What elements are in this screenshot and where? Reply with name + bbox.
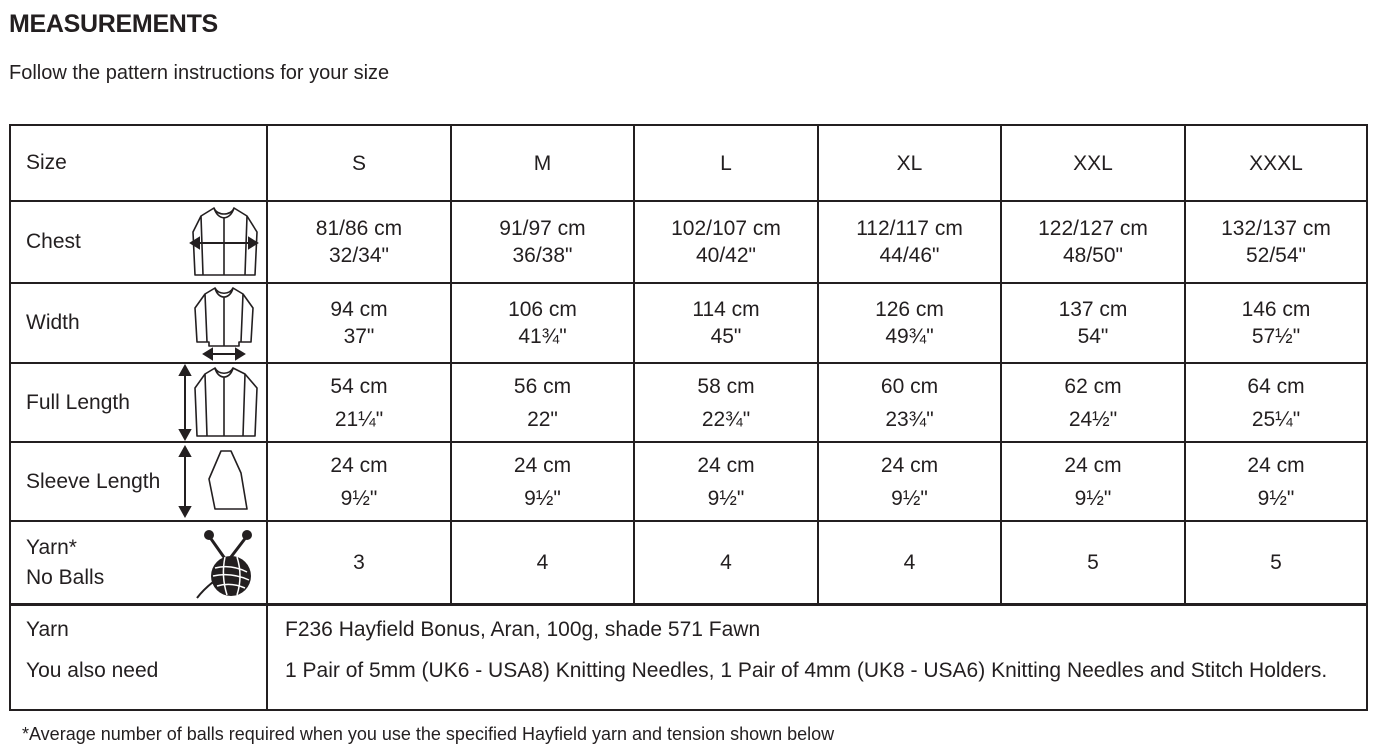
- cell-value-primary: 4: [536, 551, 549, 574]
- cell-value-secondary: 54": [1077, 325, 1109, 348]
- measurements-table: [9, 124, 1368, 711]
- cell-value-secondary: 45": [710, 325, 742, 348]
- cell-yarn-balls: [268, 522, 450, 603]
- cell-value-secondary: 22": [527, 407, 558, 431]
- size-header-xl: XL: [896, 151, 923, 175]
- cell-value-secondary: 36/38": [512, 244, 573, 267]
- cell-value-secondary: 32/34": [328, 244, 389, 267]
- cell-value-primary: 56 cm: [513, 374, 572, 398]
- size-header-label: Size: [26, 151, 67, 174]
- cell-full-length: [1002, 364, 1184, 441]
- cell-value-secondary: 21¼": [334, 407, 384, 431]
- yarn-info-value: F236 Hayfield Bonus, Aran, 100g, shade 571 Fawn: [285, 618, 761, 641]
- cell-sleeve-length: [1002, 443, 1184, 520]
- cell-value-secondary: 52/54": [1245, 244, 1306, 267]
- cell-value-primary: 91/97 cm: [499, 217, 586, 240]
- cell-sleeve-length: [268, 443, 450, 520]
- cell-chest: [1002, 202, 1184, 282]
- cell-value-primary: 60 cm: [880, 374, 939, 398]
- cell-value-primary: 4: [903, 551, 916, 574]
- row-label-text: Yarn*: [26, 535, 77, 559]
- footnote: *Average number of balls required when you use the specified Hayfield yarn and tension shown below: [22, 724, 835, 744]
- cell-width: [819, 284, 1000, 362]
- cell-value-primary: 54 cm: [330, 374, 388, 398]
- cell-value-primary: 24 cm: [513, 453, 572, 477]
- cell-yarn-balls: [819, 522, 1000, 603]
- cell-yarn-balls: [1186, 522, 1366, 603]
- cell-chest: [452, 202, 633, 282]
- size-header-xxl: XXL: [1073, 151, 1113, 175]
- cell-full-length: [819, 364, 1000, 441]
- cell-value-primary: 3: [353, 551, 365, 574]
- cell-value-primary: 106 cm: [508, 298, 577, 321]
- cell-value-secondary: 23¾": [885, 407, 934, 431]
- cell-value-primary: 24 cm: [880, 453, 939, 477]
- row-divider: [11, 603, 1366, 606]
- cell-value-primary: 114 cm: [692, 298, 760, 321]
- cell-value-primary: 58 cm: [697, 374, 755, 398]
- cell-value-secondary: 24½": [1068, 407, 1118, 431]
- size-header-l: L: [720, 151, 732, 175]
- cell-yarn-balls: [1002, 522, 1184, 603]
- cell-value-secondary: 37": [343, 325, 375, 348]
- cell-chest: [1186, 202, 1366, 282]
- chest-measure-icon: [187, 202, 261, 282]
- cell-chest: [268, 202, 450, 282]
- row-label-text: Full Length: [26, 390, 130, 414]
- cell-value-primary: 126 cm: [875, 298, 944, 321]
- cell-sleeve-length: [452, 443, 633, 520]
- cell-value-primary: 62 cm: [1064, 374, 1122, 398]
- cell-value-primary: 24 cm: [1064, 453, 1122, 477]
- cell-width: [452, 284, 633, 362]
- full-length-measure-icon: [175, 364, 261, 441]
- size-header-xxxl: XXXL: [1249, 151, 1303, 175]
- cell-value-primary: 64 cm: [1247, 374, 1305, 398]
- cell-value-primary: 5: [1087, 551, 1099, 574]
- yarn-info-label: Yarn: [26, 618, 69, 641]
- cell-width: [1002, 284, 1184, 362]
- cell-width: [635, 284, 817, 362]
- cell-value-primary: 24 cm: [697, 453, 755, 477]
- row-label-text: Width: [26, 311, 80, 334]
- row-label-width: [26, 284, 80, 362]
- cell-value-primary: 102/107 cm: [671, 217, 781, 240]
- page-subtitle: Follow the pattern instructions for your size: [9, 62, 390, 84]
- cell-value-secondary: 9½": [524, 486, 561, 510]
- cell-value-secondary: 48/50": [1062, 244, 1123, 267]
- row-label-sleeve-length: [26, 443, 160, 520]
- cell-value-secondary: 40/42": [695, 244, 756, 267]
- cell-value-secondary: 9½": [891, 486, 928, 510]
- cell-width: [268, 284, 450, 362]
- cell-full-length: [452, 364, 633, 441]
- cell-value-primary: 4: [720, 551, 732, 574]
- cell-value-secondary: 25¼": [1251, 407, 1301, 431]
- cell-value-primary: 24 cm: [1247, 453, 1305, 477]
- cell-yarn-balls: [452, 522, 633, 603]
- cell-value-secondary: 57½": [1251, 325, 1301, 348]
- cell-width: [1186, 284, 1366, 362]
- cell-value-secondary: 9½": [340, 486, 378, 510]
- cell-value-secondary: 41¾": [518, 325, 567, 348]
- size-header-s: S: [351, 151, 366, 175]
- cell-full-length: [268, 364, 450, 441]
- cell-sleeve-length: [635, 443, 817, 520]
- cell-value-primary: 24 cm: [330, 453, 388, 477]
- row-label-chest: [26, 202, 81, 282]
- cell-value-secondary: 22¾": [701, 407, 751, 431]
- yarn-ball-icon: [191, 526, 261, 600]
- cell-value-primary: 122/127 cm: [1038, 217, 1148, 240]
- need-info-label: You also need: [26, 659, 159, 682]
- cell-value-secondary: 44/46": [879, 244, 940, 267]
- cell-chest: [635, 202, 817, 282]
- cell-value-secondary: 9½": [1074, 486, 1112, 510]
- cell-full-length: [635, 364, 817, 441]
- cell-full-length: [1186, 364, 1366, 441]
- sleeve-length-measure-icon: [175, 443, 261, 520]
- size-header-m: M: [533, 151, 552, 175]
- cell-yarn-balls: [635, 522, 817, 603]
- row-label-text-2: No Balls: [26, 565, 105, 589]
- cell-value-primary: 137 cm: [1058, 298, 1128, 321]
- cell-value-primary: 112/117 cm: [856, 217, 963, 240]
- cell-value-secondary: 9½": [707, 486, 745, 510]
- cell-value-primary: 146 cm: [1241, 298, 1311, 321]
- cell-chest: [819, 202, 1000, 282]
- cell-value-secondary: 9½": [1257, 486, 1295, 510]
- row-label-yarn-balls: [26, 522, 104, 603]
- cell-value-secondary: 49¾": [885, 325, 934, 348]
- row-label-full-length: [26, 364, 130, 441]
- page-title: MEASUREMENTS: [9, 10, 218, 38]
- cell-sleeve-length: [1186, 443, 1366, 520]
- cell-value-primary: 94 cm: [330, 298, 388, 321]
- need-info-value: 1 Pair of 5mm (UK6 - USA8) Knitting Needles, 1 Pair of 4mm (UK8 - USA6) Knitting Needles and Stitch Holders.: [285, 659, 1328, 682]
- cell-value-primary: 5: [1270, 551, 1282, 574]
- cell-value-primary: 81/86 cm: [315, 217, 403, 240]
- row-label-text: Sleeve Length: [26, 469, 161, 493]
- width-measure-icon: [187, 284, 261, 364]
- cell-value-primary: 132/137 cm: [1221, 217, 1331, 240]
- cell-sleeve-length: [819, 443, 1000, 520]
- row-label-text: Chest: [26, 230, 81, 253]
